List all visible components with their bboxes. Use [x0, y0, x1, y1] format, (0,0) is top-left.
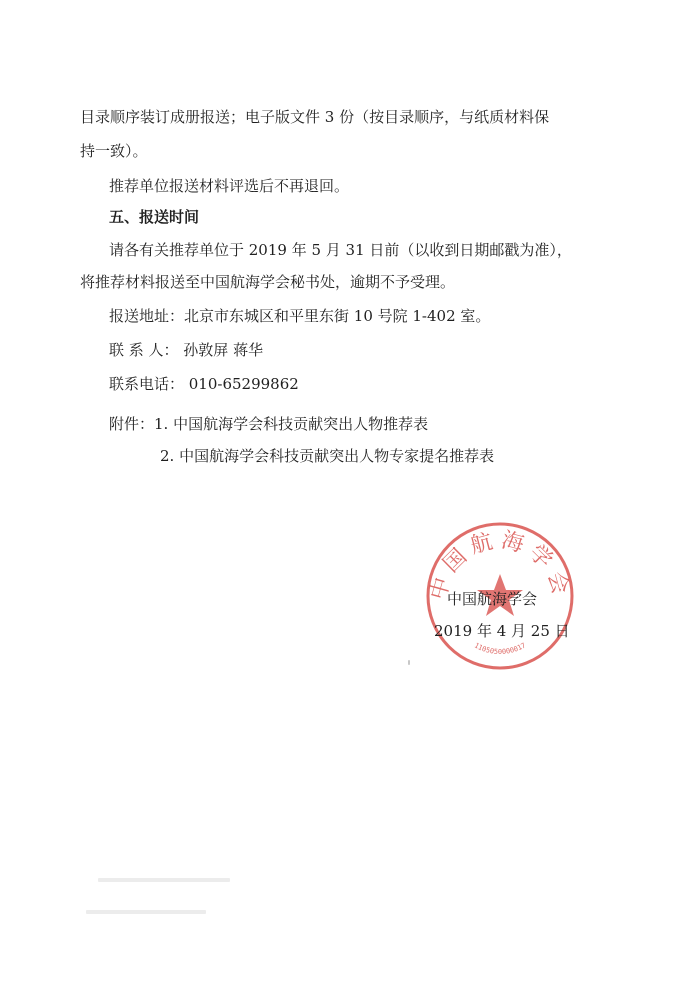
signature-org: 中国航海学会: [447, 590, 538, 608]
attachment-line-2: 2. 中国航海学会科技贡献突出人物专家提名推荐表: [160, 447, 495, 465]
section-heading: 五、报送时间: [109, 208, 200, 226]
body-line-4: 请各有关推荐单位于 2019 年 5 月 31 日前（以收到日期邮戳为准），: [109, 241, 572, 259]
seal-serial: 1105050000017: [472, 641, 528, 656]
body-line-2: 持一致）。: [80, 142, 148, 160]
signature-date: 2019 年 4 月 25 日: [434, 622, 570, 640]
scan-artifact: [408, 660, 410, 665]
seal-text: 中国航海学会: [425, 527, 575, 603]
attachment-line-1: 附件：1. 中国航海学会科技贡献突出人物推荐表: [109, 415, 429, 433]
scan-artifact: [86, 910, 206, 914]
body-line-1: 目录顺序装订成册报送；电子版文件 3 份（按目录顺序，与纸质材料保: [80, 108, 550, 126]
contact-person-line: 联 系 人： 孙敦屏 蒋华: [109, 341, 264, 359]
contact-phone-line: 联系电话： 010-65299862: [109, 375, 299, 393]
body-line-3: 推荐单位报送材料评选后不再退回。: [109, 177, 350, 195]
body-line-5: 将推荐材料报送至中国航海学会秘书处，逾期不予受理。: [80, 273, 456, 291]
scan-artifact: [98, 878, 230, 882]
address-line: 报送地址：北京市东城区和平里东街 10 号院 1-402 室。: [109, 307, 491, 325]
